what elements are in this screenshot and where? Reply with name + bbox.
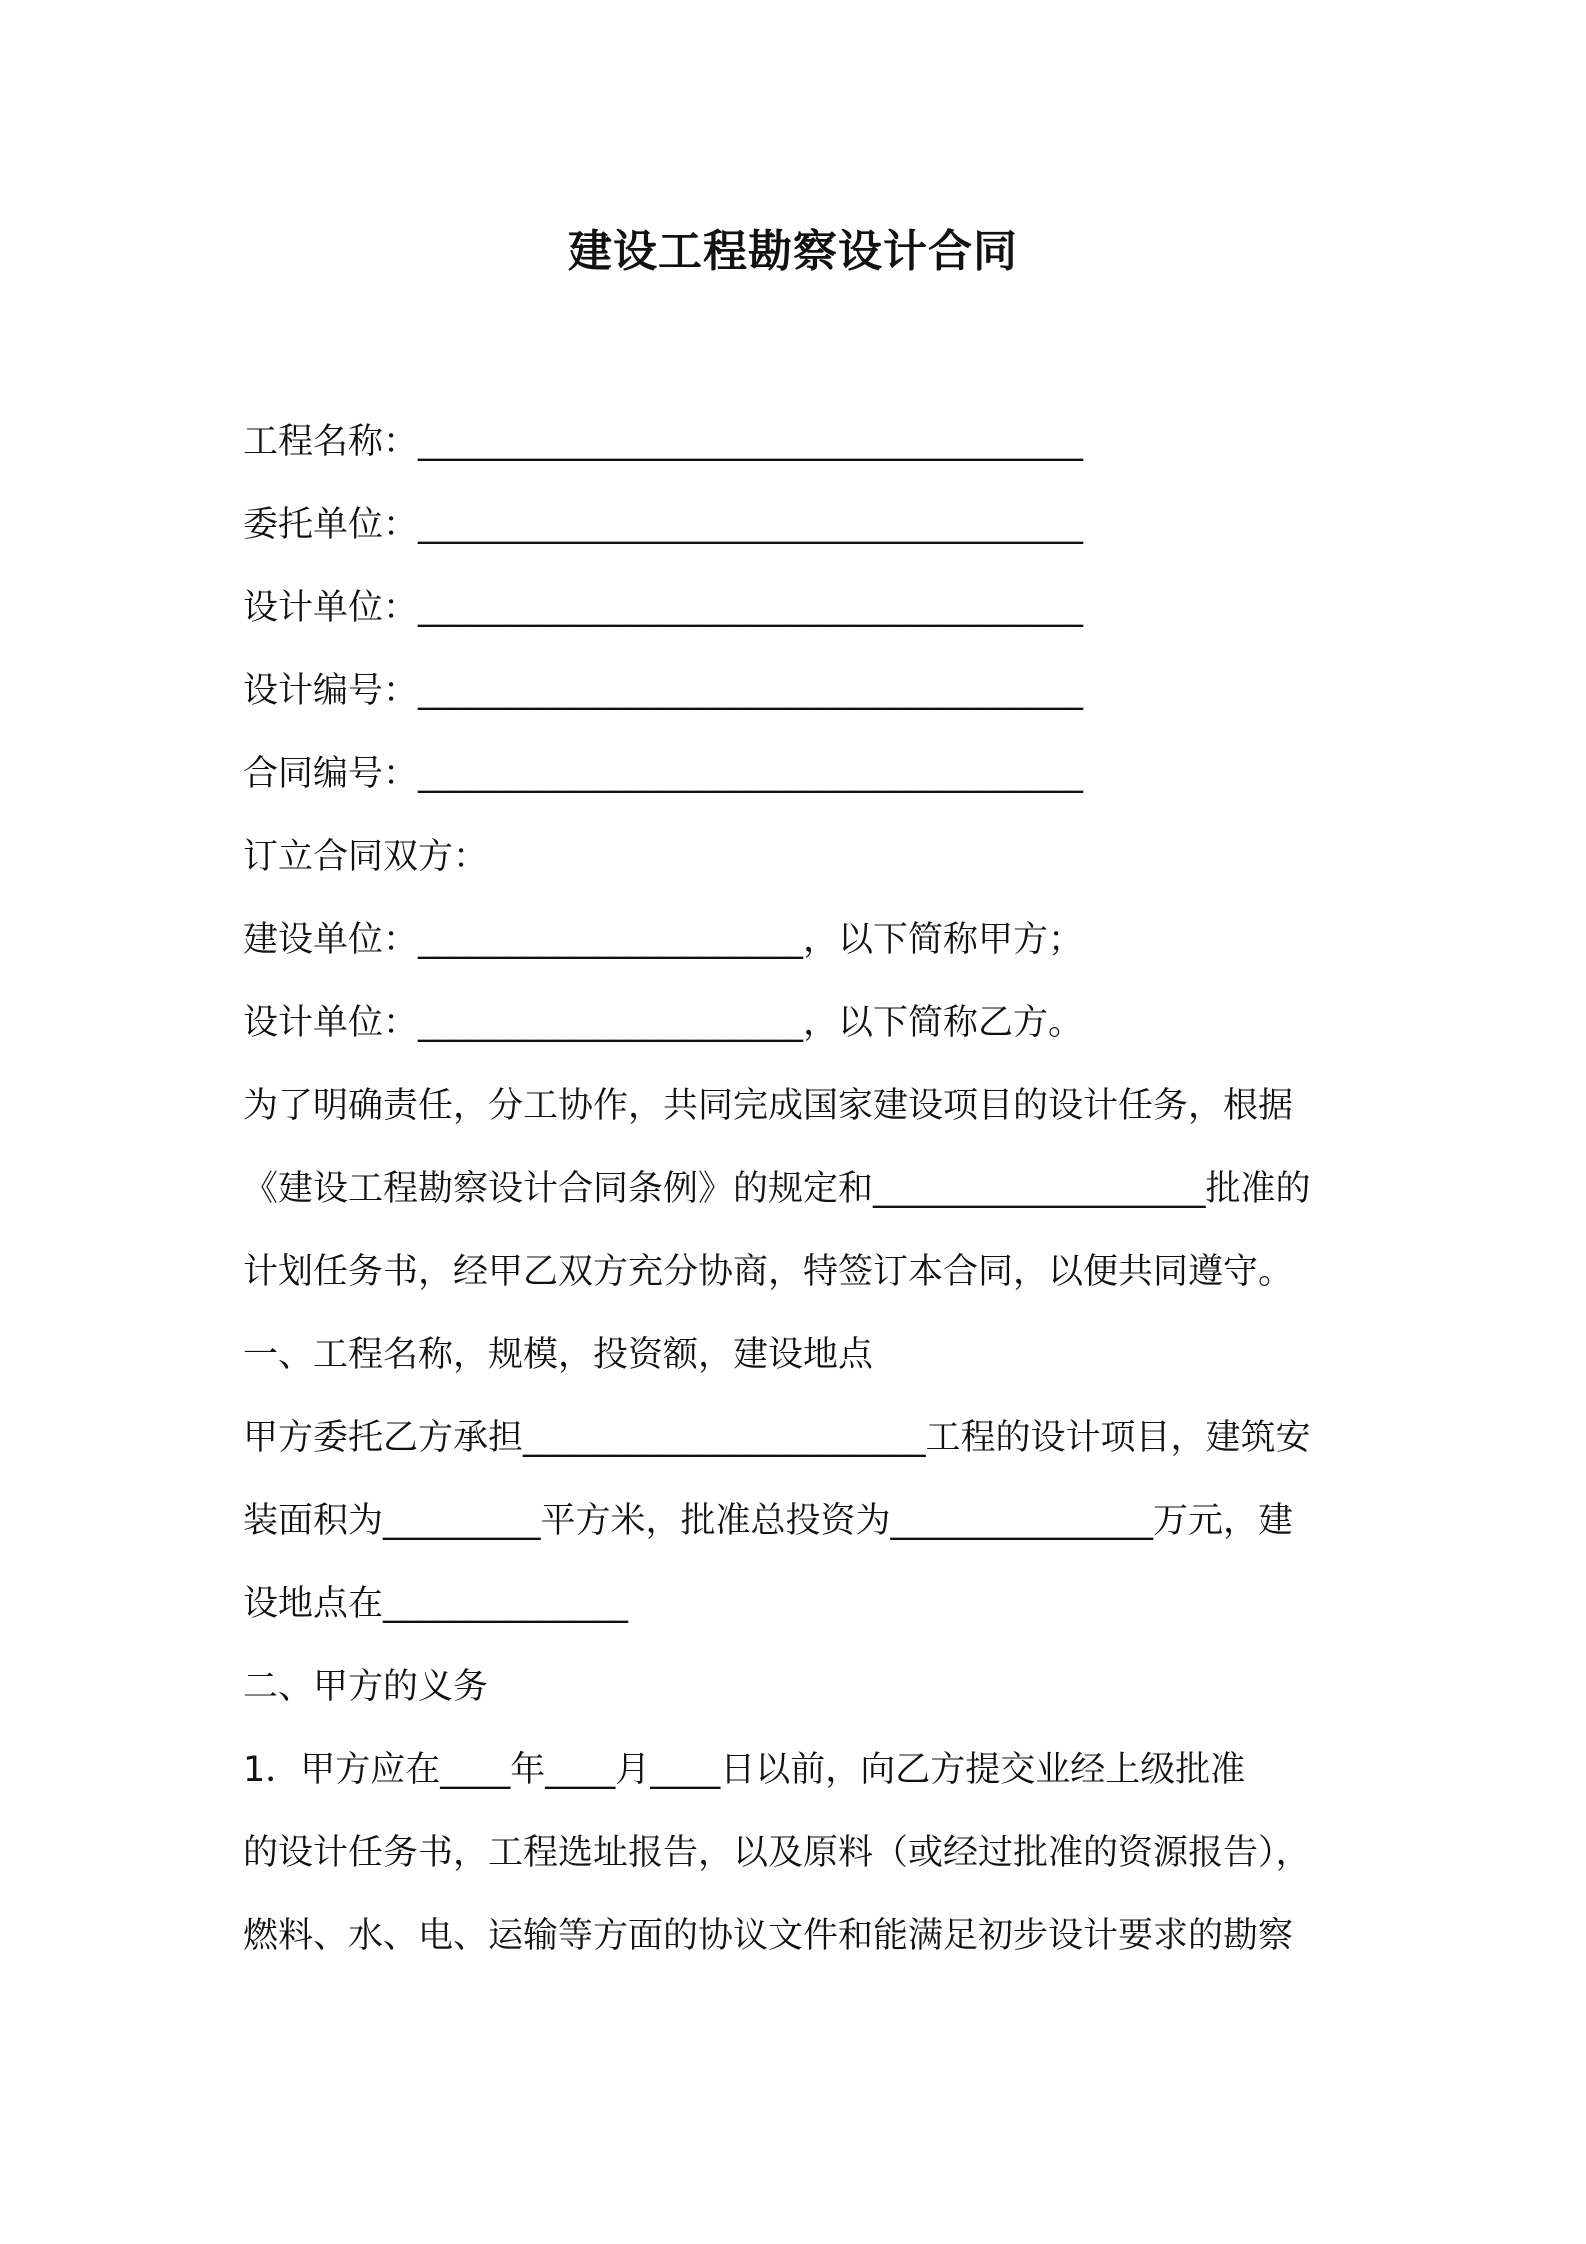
section-1-heading: 一、工程名称，规模，投资额，建设地点 xyxy=(243,1335,874,1375)
field-label: 设计编号： xyxy=(243,671,419,711)
section-2-line: 的设计任务书，工程选址报告，以及原料（或经过批准的资源报告）， xyxy=(243,1833,1311,1873)
party-a-line xyxy=(243,916,1353,964)
section-1-line: 设地点在______________ xyxy=(243,1584,629,1624)
party-b-blank: ______________________ xyxy=(418,1003,804,1043)
field-blank: ______________________________________ xyxy=(418,754,1084,794)
page-title: 建设工程勘察设计合同 xyxy=(568,226,1018,277)
field-blank: ______________________________________ xyxy=(418,588,1084,628)
section-2-line: 燃料、水、电、运输等方面的协议文件和能满足初步设计要求的勘察 xyxy=(243,1916,1294,1956)
field-contract-number xyxy=(243,750,1353,798)
section-2-line: 1．甲方应在____年____月____日以前，向乙方提交业经上级批准 xyxy=(243,1750,1246,1790)
field-label: 设计单位： xyxy=(243,588,419,628)
field-design-number xyxy=(243,667,1353,715)
parties-heading: 订立合同双方： xyxy=(243,837,489,877)
preamble-line: 计划任务书，经甲乙双方充分协商，特签订本合同，以便共同遵守。 xyxy=(243,1252,1294,1292)
section-1-line: 装面积为_________平方米，批准总投资为_______________万元，建 xyxy=(243,1501,1294,1541)
field-blank: ______________________________________ xyxy=(418,671,1084,711)
party-a-suffix: ，以下简称甲方； xyxy=(803,920,1084,960)
field-blank: ______________________________________ xyxy=(418,422,1084,462)
party-a-blank: ______________________ xyxy=(418,920,804,960)
field-label: 合同编号： xyxy=(243,754,419,794)
preamble-line: 《建设工程勘察设计合同条例》的规定和___________________批准的 xyxy=(243,1169,1311,1209)
party-b-line xyxy=(243,999,1353,1047)
field-blank: ______________________________________ xyxy=(418,505,1084,545)
section-2-heading: 二、甲方的义务 xyxy=(243,1667,489,1707)
field-client-unit xyxy=(243,501,1353,549)
party-a-label: 建设单位： xyxy=(243,920,419,960)
party-b-suffix: ，以下简称乙方。 xyxy=(803,1003,1084,1043)
section-1-line: 甲方委托乙方承担_______________________工程的设计项目，建筑安 xyxy=(243,1418,1311,1458)
field-label: 工程名称： xyxy=(243,422,419,462)
preamble-line: 为了明确责任，分工协作，共同完成国家建设项目的设计任务，根据 xyxy=(243,1086,1294,1126)
field-label: 委托单位： xyxy=(243,505,419,545)
field-design-unit xyxy=(243,584,1353,632)
field-project-name xyxy=(243,418,1353,466)
party-b-label: 设计单位： xyxy=(243,1003,419,1043)
